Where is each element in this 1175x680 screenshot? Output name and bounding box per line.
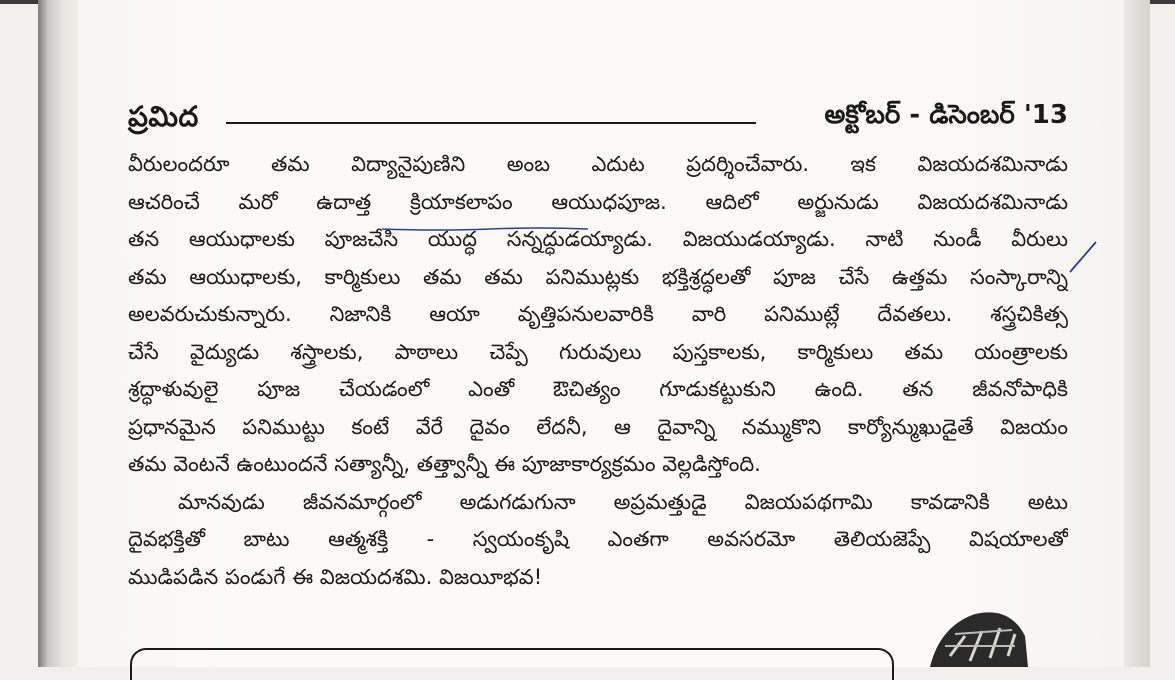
header-rule	[226, 122, 756, 124]
article-line: ముడిపడిన పండుగే ఈ విజయదశమి. విజయీభవ!	[128, 564, 543, 589]
book-spine	[38, 0, 78, 667]
article-line: ప్రధానమైన పనిముట్టు కంటే వేరే దైవం లేదనీ, ఆ దైవాన్ని నమ్ముకొని కార్యోన్ముఖుడైతే విజయం	[128, 414, 1068, 439]
article-line: ఆచరించే మరో ఉదాత్త క్రియాకలాపం ఆయుధపూజ. ఆదిలో అర్జునుడు విజయదశమినాడు	[128, 189, 1068, 214]
article-line: వీరులందరూ తమ విద్యానైపుణిని అంబ ఎదుట ప్రదర్శించేవారు. ఇక విజయదశమినాడు	[128, 152, 1068, 176]
article-line: మానవుడు జీవనమార్గంలో అడుగడుగునా అప్రమత్తుడై విజయపథగామి కావడానికి అటు	[178, 489, 1068, 514]
page-right-edge	[1124, 0, 1150, 667]
article-line: తమ వెంటనే ఉంటుందనే సత్యాన్నీ, తత్త్వాన్నీ ఈ పూజాకార్యక్రమం వెల్లడిస్తోంది.	[128, 452, 761, 476]
pen-underline	[380, 226, 590, 232]
issue-date: అక్టోబర్ - డిసెంబర్ '13	[824, 100, 1068, 130]
article-line: శ్రద్ధాళువులై పూజ చేయడంలో ఎంతో ఔచిత్యం గూడుకట్టుకుని ఉంది. తన జీవనోపాధికి	[128, 377, 1068, 401]
decorative-illustration	[920, 606, 1030, 667]
magazine-title: ప్రమిద	[128, 100, 199, 133]
article-line: చేసే వైద్యుడు శస్త్రాలకు, పాఠాలు చెప్పే గురువులు పుస్తకాలకు, కార్మికులు తమ యంత్రాలకు	[128, 339, 1068, 364]
article-line: అలవరుచుకున్నారు. నిజానికి ఆయా వృత్తిపనులవారికి వారి పనిముట్లే దేవతలు. శస్త్రచికిత్స	[128, 302, 1068, 326]
next-box-frame	[130, 648, 894, 680]
article-line: తమ ఆయుధాలకు, కార్మికులు తమ తమ పనిముట్లకు భక్తిశ్రద్ధలతో పూజ చేసే ఉత్తమ సంస్కారాన్ని	[128, 264, 1068, 289]
article-line: తన ఆయుధాలకు పూజచేసి యుద్ధ సన్నద్ధుడయ్యాడు. విజయుడయ్యాడు. నాటి నుండీ వీరులు	[128, 227, 1068, 251]
page-header	[128, 100, 1068, 140]
article-body	[128, 146, 1068, 596]
pen-mark	[1068, 240, 1098, 274]
article-line: దైవభక్తితో బాటు ఆత్మశక్తి - స్వయంకృషి ఎంతగా అవసరమో తెలియజెప్పే విషయాలతో	[128, 527, 1068, 551]
